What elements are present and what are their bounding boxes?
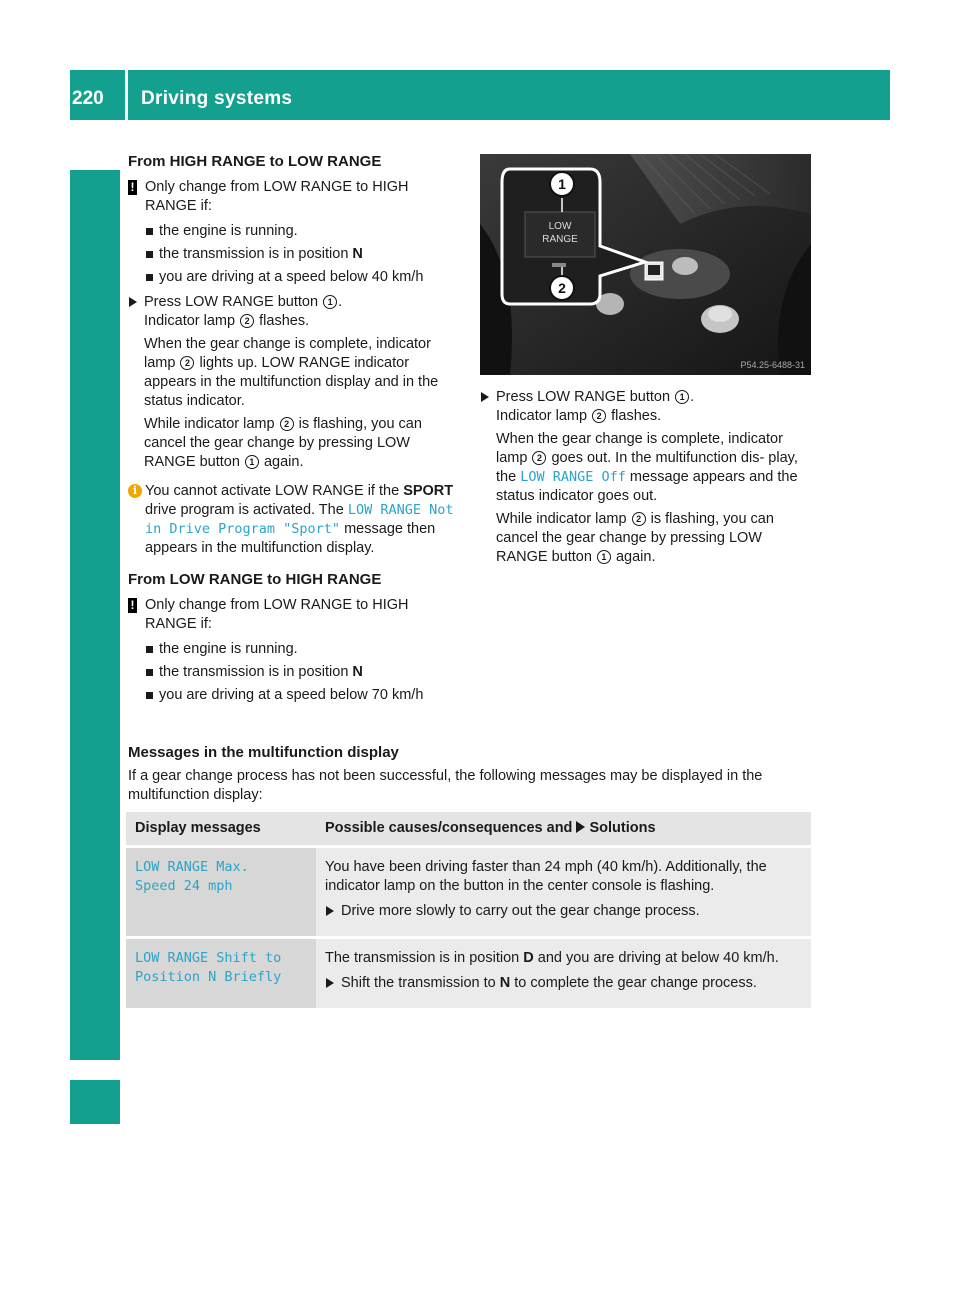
info-icon: i [128,484,142,498]
column-header-display-messages: Display messages [126,812,316,847]
display-message-code: LOW RANGE Off [520,469,626,485]
callout-2-icon: 2 [592,409,606,423]
warning-text: Only change from LOW RANGE to HIGH RANGE if: [145,597,409,632]
cause-solution-cell: You have been driving faster than 24 mph (40 km/h). Additionally, the indicator lamp on the button in the center console is flashing. Drive more slowly to carry out the gear change process. [316,847,811,938]
condition-list [128,640,460,705]
section-heading-high-to-low: From HIGH RANGE to LOW RANGE [128,153,382,170]
solution-step: Shift the transmission to N to complete the gear change process. [325,974,802,993]
display-message-cell: LOW RANGE Shift to Position N Briefly [126,938,316,1010]
photo-callout-2: 2 [558,280,566,296]
photo-ref-code: P54.25-6488-31 [740,360,805,370]
step-arrow-icon [481,392,489,402]
display-message-code: LOW RANGE Not in Drive Program "Sport" [145,502,454,537]
section-heading-messages: Messages in the multifunction display [128,744,399,761]
callout-1-icon: 1 [675,390,689,404]
cause-solution-cell: The transmission is in position D and you are driving at below 40 km/h. Shift the transmission to N to complete the gear change process. [316,938,811,1010]
table-row [126,938,811,1010]
warning-note [128,178,460,216]
instruction-step: Press LOW RANGE button 1 . Indicator lamp 2 flashes. When the gear change is complete, indicator lamp 2 goes out. In the multifunction dis- play, the LOW RANGE Off message appears and the status indicator goes out. While indicator lamp 2 is flashing, you can cancel the gear change by pressing LOW RANGE button 1 again. [480,388,815,567]
page-title: Driving systems [141,88,293,109]
step-arrow-icon [326,978,334,988]
callout-1-icon: 1 [597,550,611,564]
callout-2-icon: 2 [280,417,294,431]
list-item: the engine is running. [144,222,460,241]
callout-2-icon: 2 [180,356,194,370]
step-arrow-icon [129,297,137,307]
center-console-photo [480,154,811,375]
side-block [70,1080,120,1124]
button-label-line-1: LOW [548,221,572,232]
center-console-illustration [480,154,811,375]
callout-2-icon: 2 [532,451,546,465]
condition-list [128,222,460,287]
section-heading-low-to-high: From LOW RANGE to HIGH RANGE [128,571,382,588]
list-item: the transmission is in position N [144,245,460,264]
table-header-row [126,812,811,847]
table-row [126,847,811,938]
callout-2-icon: 2 [632,512,646,526]
list-item: you are driving at a speed below 40 km/h [144,268,460,287]
display-message-cell: LOW RANGE Max. Speed 24 mph [126,847,316,938]
left-column [128,152,460,711]
warning-icon: ! [128,598,137,613]
callout-1-icon: 1 [245,455,259,469]
solution-step: Drive more slowly to carry out the gear change process. [325,902,802,921]
warning-text: Only change from LOW RANGE to HIGH RANGE if: [145,179,409,214]
button-label-line-2: RANGE [542,234,578,245]
column-header-causes-solutions: Possible causes/consequences and Solutions [316,812,811,847]
page-number: 220 [72,88,104,109]
step-arrow-icon [326,906,334,916]
info-note: i You cannot activate LOW RANGE if the SPORT drive program is activated. The LOW RANGE Not in Drive Program "Sport" message then appears in the multifunction display. [128,482,460,558]
messages-intro: If a gear change process has not been successful, the following messages may be displayed in the multifunction display: [128,768,763,803]
list-item: you are driving at a speed below 70 km/h [144,686,460,705]
list-item: the transmission is in position N [144,663,460,682]
header-divider [125,70,128,120]
warning-icon: ! [128,180,137,195]
photo-callout-1: 1 [558,176,566,192]
warning-note [128,596,460,634]
side-tab-label: Driving and parking [75,512,101,728]
right-column [480,388,815,571]
solution-arrow-icon [576,821,585,833]
instruction-step: Press LOW RANGE button 1 . Indicator lamp 2 flashes. When the gear change is complete, indicator lamp 2 lights up. LOW RANGE indicator appears in the multifunction display and in the status indicator. While indicator lamp 2 is flashing, you can cancel the gear change by pressing LOW RANGE button 1 again. [128,293,460,472]
list-item: the engine is running. [144,640,460,659]
callout-2-icon: 2 [240,314,254,328]
side-tab-label-wrap [50,155,120,1050]
messages-table [126,812,811,1011]
callout-1-icon: 1 [323,295,337,309]
